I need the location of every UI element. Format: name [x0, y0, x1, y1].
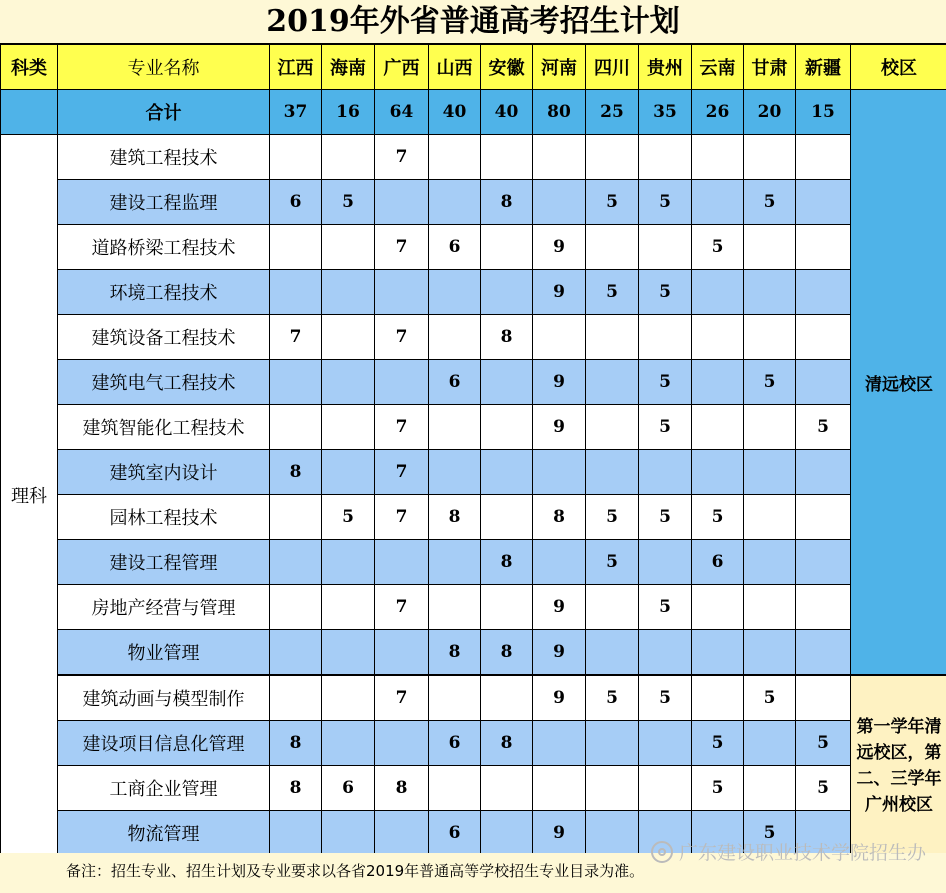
quota-cell: [692, 360, 744, 405]
summary-value: 64: [375, 90, 429, 135]
quota-cell: [692, 630, 744, 676]
quota-cell: [481, 360, 533, 405]
header-campus: 校区: [851, 45, 946, 90]
table-row: [1, 225, 946, 270]
quota-cell: [796, 675, 851, 721]
quota-cell: 5: [639, 585, 692, 630]
quota-cell: 8: [429, 630, 481, 676]
quota-cell: [796, 450, 851, 495]
quota-cell: [796, 495, 851, 540]
quota-cell: [796, 225, 851, 270]
quota-cell: [639, 766, 692, 811]
quota-cell: [586, 450, 639, 495]
major-name: 建筑智能化工程技术: [58, 405, 270, 450]
quota-cell: [322, 135, 375, 180]
quota-cell: 8: [375, 766, 429, 811]
major-name: 建设工程管理: [58, 540, 270, 585]
quota-cell: [533, 180, 586, 225]
quota-cell: [270, 540, 322, 585]
quota-cell: [744, 495, 796, 540]
header-province: 广西: [375, 45, 429, 90]
major-name: 园林工程技术: [58, 495, 270, 540]
quota-cell: 5: [639, 270, 692, 315]
quota-cell: [322, 450, 375, 495]
quota-cell: 5: [586, 180, 639, 225]
quota-cell: 9: [533, 270, 586, 315]
quota-cell: [796, 180, 851, 225]
quota-cell: [586, 811, 639, 856]
quota-cell: 5: [586, 540, 639, 585]
quota-cell: [692, 135, 744, 180]
quota-cell: 8: [270, 766, 322, 811]
quota-cell: [796, 315, 851, 360]
quota-cell: [692, 180, 744, 225]
quota-cell: 7: [375, 135, 429, 180]
major-name: 道路桥梁工程技术: [58, 225, 270, 270]
summary-value: 40: [429, 90, 481, 135]
summary-value: 80: [533, 90, 586, 135]
quota-cell: 6: [692, 540, 744, 585]
quota-cell: 5: [639, 360, 692, 405]
watermark-text: 广东建设职业技术学院招生办: [678, 842, 926, 864]
quota-cell: [375, 180, 429, 225]
summary-value: 35: [639, 90, 692, 135]
table-row: [1, 405, 946, 450]
quota-cell: 5: [322, 495, 375, 540]
header-major: 专业名称: [58, 45, 270, 90]
watermark: [651, 838, 926, 865]
quota-cell: 5: [796, 405, 851, 450]
quota-cell: [270, 675, 322, 721]
quota-cell: [322, 721, 375, 766]
quota-cell: 5: [639, 405, 692, 450]
quota-cell: 5: [639, 495, 692, 540]
quota-cell: [692, 585, 744, 630]
quota-cell: [429, 270, 481, 315]
quota-cell: 7: [270, 315, 322, 360]
quota-cell: 5: [586, 675, 639, 721]
summary-value: 20: [744, 90, 796, 135]
quota-cell: [322, 585, 375, 630]
quota-cell: 9: [533, 585, 586, 630]
quota-cell: 7: [375, 675, 429, 721]
major-name: 环境工程技术: [58, 270, 270, 315]
quota-cell: 9: [533, 225, 586, 270]
quota-cell: [639, 450, 692, 495]
quota-cell: [744, 630, 796, 676]
quota-cell: [375, 811, 429, 856]
quota-cell: [375, 360, 429, 405]
major-name: 建筑设备工程技术: [58, 315, 270, 360]
quota-cell: 7: [375, 315, 429, 360]
quota-cell: 9: [533, 405, 586, 450]
quota-cell: [533, 315, 586, 360]
header-province: 贵州: [639, 45, 692, 90]
quota-cell: [586, 360, 639, 405]
table-row: [1, 495, 946, 540]
quota-cell: 6: [429, 225, 481, 270]
quota-cell: 9: [533, 630, 586, 676]
quota-cell: [481, 405, 533, 450]
page-title: 2019年外省普通高考招生计划: [0, 0, 946, 44]
quota-cell: [375, 630, 429, 676]
major-name: 建筑工程技术: [58, 135, 270, 180]
major-name: 建筑动画与模型制作: [58, 675, 270, 721]
quota-cell: [639, 225, 692, 270]
quota-cell: 5: [744, 811, 796, 856]
table-row: [1, 135, 946, 180]
quota-cell: 7: [375, 405, 429, 450]
header-province: 云南: [692, 45, 744, 90]
quota-cell: 8: [481, 721, 533, 766]
quota-cell: [586, 630, 639, 676]
quota-cell: [586, 766, 639, 811]
quota-cell: [639, 315, 692, 360]
quota-cell: [429, 135, 481, 180]
quota-cell: [429, 180, 481, 225]
table-row: [1, 585, 946, 630]
table-row: [1, 540, 946, 585]
quota-cell: [533, 766, 586, 811]
quota-cell: 8: [481, 315, 533, 360]
major-name: 建设项目信息化管理: [58, 721, 270, 766]
quota-cell: [692, 675, 744, 721]
quota-cell: [429, 540, 481, 585]
quota-cell: 5: [692, 721, 744, 766]
quota-cell: 5: [796, 721, 851, 766]
quota-cell: 8: [270, 450, 322, 495]
quota-cell: 9: [533, 675, 586, 721]
quota-cell: [270, 585, 322, 630]
quota-cell: [375, 540, 429, 585]
quota-cell: [744, 405, 796, 450]
quota-cell: 5: [744, 180, 796, 225]
header-province: 四川: [586, 45, 639, 90]
summary-value: 16: [322, 90, 375, 135]
summary-value: 15: [796, 90, 851, 135]
major-name: 物流管理: [58, 811, 270, 856]
quota-cell: [533, 135, 586, 180]
major-name: 建设工程监理: [58, 180, 270, 225]
quota-cell: 8: [481, 540, 533, 585]
summary-value: 40: [481, 90, 533, 135]
quota-cell: [322, 405, 375, 450]
quota-cell: 7: [375, 450, 429, 495]
header-category: 科类: [1, 45, 58, 90]
quota-cell: 6: [429, 811, 481, 856]
major-name: 工商企业管理: [58, 766, 270, 811]
quota-cell: [744, 721, 796, 766]
summary-label: 合计: [58, 90, 270, 135]
quota-cell: [270, 811, 322, 856]
quota-cell: 5: [586, 270, 639, 315]
campus-cell: 第一学年清远校区，第二、三学年广州校区: [851, 675, 946, 856]
quota-cell: [375, 270, 429, 315]
quota-cell: [744, 135, 796, 180]
table-row: [1, 450, 946, 495]
header-row: [1, 45, 946, 90]
quota-cell: [586, 315, 639, 360]
table-row: [1, 270, 946, 315]
quota-cell: [533, 721, 586, 766]
quota-cell: 9: [533, 811, 586, 856]
major-name: 房地产经营与管理: [58, 585, 270, 630]
quota-cell: [586, 405, 639, 450]
quota-cell: [796, 630, 851, 676]
quota-cell: [322, 811, 375, 856]
quota-cell: [270, 405, 322, 450]
quota-cell: 5: [744, 360, 796, 405]
quota-cell: [481, 585, 533, 630]
quota-cell: [481, 270, 533, 315]
summary-value: 25: [586, 90, 639, 135]
quota-cell: 5: [692, 766, 744, 811]
quota-cell: [481, 675, 533, 721]
quota-cell: [533, 540, 586, 585]
quota-cell: [270, 630, 322, 676]
quota-cell: 5: [692, 225, 744, 270]
quota-cell: [796, 270, 851, 315]
quota-cell: [429, 675, 481, 721]
quota-cell: [533, 450, 586, 495]
campus-cell: 清远校区: [851, 90, 946, 676]
quota-cell: [322, 270, 375, 315]
quota-cell: [429, 315, 481, 360]
quota-cell: [692, 405, 744, 450]
quota-cell: [796, 540, 851, 585]
quota-cell: [481, 495, 533, 540]
quota-cell: 8: [270, 721, 322, 766]
quota-cell: [481, 450, 533, 495]
quota-cell: [796, 360, 851, 405]
header-province: 海南: [322, 45, 375, 90]
quota-cell: [586, 721, 639, 766]
header-province: 河南: [533, 45, 586, 90]
quota-cell: [270, 360, 322, 405]
quota-cell: 8: [481, 630, 533, 676]
quota-cell: 6: [270, 180, 322, 225]
quota-cell: 9: [533, 360, 586, 405]
table-row: [1, 360, 946, 405]
quota-cell: [692, 315, 744, 360]
quota-cell: 5: [586, 495, 639, 540]
quota-cell: 7: [375, 585, 429, 630]
summary-value: 37: [270, 90, 322, 135]
wechat-icon: [651, 841, 673, 863]
table-row: [1, 721, 946, 766]
quota-cell: [322, 360, 375, 405]
major-name: 物业管理: [58, 630, 270, 676]
quota-cell: 6: [322, 766, 375, 811]
quota-cell: 7: [375, 225, 429, 270]
quota-cell: [796, 135, 851, 180]
quota-cell: [481, 811, 533, 856]
quota-cell: [744, 225, 796, 270]
quota-cell: [322, 315, 375, 360]
table-row: [1, 180, 946, 225]
table-row: [1, 766, 946, 811]
quota-cell: 5: [744, 675, 796, 721]
quota-cell: [322, 225, 375, 270]
quota-cell: [744, 766, 796, 811]
quota-cell: [796, 585, 851, 630]
header-province: 山西: [429, 45, 481, 90]
quota-cell: [270, 270, 322, 315]
quota-cell: [744, 450, 796, 495]
quota-cell: [481, 135, 533, 180]
quota-cell: [429, 585, 481, 630]
quota-cell: 8: [429, 495, 481, 540]
quota-cell: [429, 405, 481, 450]
quota-cell: [744, 585, 796, 630]
header-province: 江西: [270, 45, 322, 90]
major-name: 建筑电气工程技术: [58, 360, 270, 405]
quota-cell: [692, 270, 744, 315]
summary-row: [1, 90, 946, 135]
quota-cell: [322, 540, 375, 585]
quota-cell: 5: [796, 766, 851, 811]
quota-cell: [744, 540, 796, 585]
table-row: [1, 315, 946, 360]
quota-cell: [586, 135, 639, 180]
summary-blank: [1, 90, 58, 135]
quota-cell: [322, 630, 375, 676]
major-name: 建筑室内设计: [58, 450, 270, 495]
quota-cell: 6: [429, 360, 481, 405]
header-province: 新疆: [796, 45, 851, 90]
quota-cell: [481, 225, 533, 270]
quota-cell: 5: [639, 180, 692, 225]
quota-cell: [375, 721, 429, 766]
quota-cell: 5: [692, 495, 744, 540]
quota-cell: [744, 270, 796, 315]
footnote: 备注：招生专业、招生计划及专业要求以各省2019年普通高等学校招生专业目录为准。: [0, 853, 946, 893]
quota-cell: [586, 585, 639, 630]
quota-cell: [639, 630, 692, 676]
quota-cell: [639, 540, 692, 585]
header-province: 甘肃: [744, 45, 796, 90]
quota-cell: [744, 315, 796, 360]
quota-cell: 8: [481, 180, 533, 225]
quota-cell: 8: [533, 495, 586, 540]
quota-cell: [270, 495, 322, 540]
quota-cell: [429, 450, 481, 495]
quota-cell: [692, 450, 744, 495]
quota-cell: [639, 721, 692, 766]
quota-cell: [639, 135, 692, 180]
quota-cell: [481, 766, 533, 811]
quota-cell: [429, 766, 481, 811]
quota-cell: 6: [429, 721, 481, 766]
admission-plan-table: [0, 44, 946, 856]
quota-cell: [270, 135, 322, 180]
quota-cell: [322, 675, 375, 721]
table-row: [1, 630, 946, 676]
quota-cell: [270, 225, 322, 270]
quota-cell: [586, 225, 639, 270]
header-province: 安徽: [481, 45, 533, 90]
category-cell: 理科: [1, 135, 58, 856]
quota-cell: 5: [322, 180, 375, 225]
table-row: [1, 675, 946, 721]
quota-cell: 7: [375, 495, 429, 540]
quota-cell: 5: [639, 675, 692, 721]
summary-value: 26: [692, 90, 744, 135]
